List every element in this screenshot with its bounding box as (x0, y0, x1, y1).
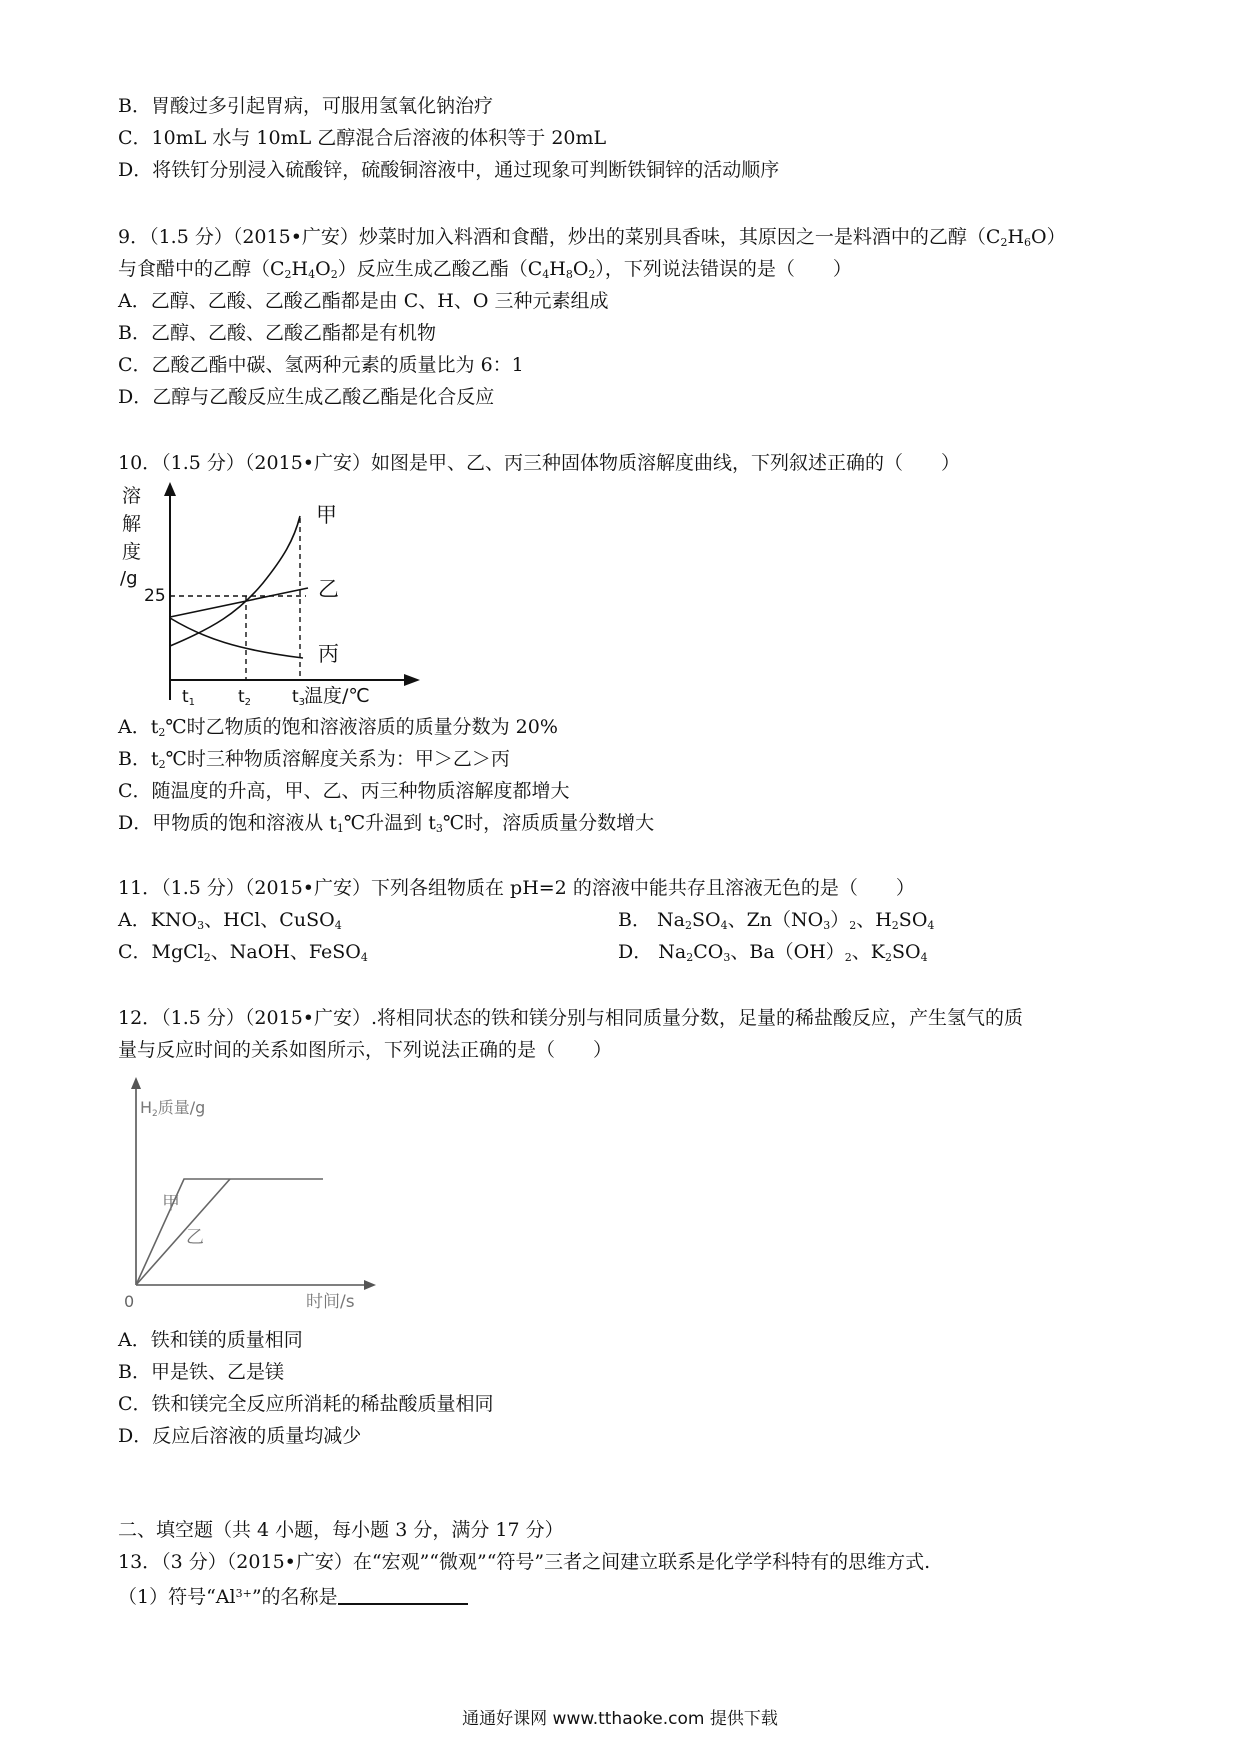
origin-label: 0 (124, 1292, 135, 1311)
q13-stem: 13．（3 分）（2015•广安）在“宏观”“微观”“符号”三者之间建立联系是化学学科特有的思维方式. (118, 1551, 931, 1573)
q11-option-b: B． $Na_2SO_4$、$Zn(NO_3)_2$、$H_2SO_4$ (618, 909, 935, 932)
y-label-3: 度 (122, 541, 142, 563)
q9-option-a: A．乙醇、乙酸、乙酸乙酯都是由 C、H、O 三种元素组成 (118, 290, 609, 312)
q12-stem-line2: 量与反应时间的关系如图所示，下列说法正确的是（ ） (118, 1039, 613, 1061)
y-axis-arrow (131, 1077, 141, 1089)
x-tick-t1: t1 (182, 687, 196, 708)
q12-option-c: C．铁和镁完全反应所消耗的稀盐酸质量相同 (118, 1393, 494, 1415)
y-tick-25: 25 (144, 586, 166, 606)
y-label-1: 溶 (122, 485, 142, 507)
q12-stem-line1: 12．（1.5 分）（2015•广安）.将相同状态的铁和镁分别与相同质量分数，足量的稀盐酸反应，产生氢气的质 (118, 1007, 1024, 1029)
label-jia: 甲 (162, 1193, 180, 1214)
x-label: 时间/s (306, 1292, 355, 1312)
y-label: H2质量/g (140, 1098, 206, 1119)
q11-stem: 11．（1.5 分）（2015•广安）下列各组物质在 pH=2 的溶液中能共存且溶液无色的是（ ） (118, 877, 915, 899)
y-label-4: /g (120, 568, 138, 589)
y-axis-arrow (164, 482, 176, 496)
line-yi (136, 1179, 230, 1285)
q9-option-c: C．乙酸乙酯中碳、氢两种元素的质量比为 6：1 (118, 354, 524, 376)
q8-option-b: B．胃酸过多引起胃病，可服用氢氧化钠治疗 (118, 95, 493, 117)
q12-option-b: B．甲是铁、乙是镁 (118, 1361, 284, 1383)
q9-stem-line1: 9．（1.5 分）（2015•广安）炒菜时加入料酒和食醋，炒出的菜别具香味，其原因之一是料酒中的乙醇$(C_2H_6O)$ (118, 226, 1066, 249)
x-axis-arrow (404, 674, 420, 686)
x-axis-arrow (364, 1280, 376, 1290)
q11-option-d: D． $Na_2CO_3$、$Ba(OH)_2$、$K_2SO_4$ (618, 941, 928, 964)
q12-option-a: A．铁和镁的质量相同 (118, 1329, 303, 1351)
q11-option-c: C．MgCl$_2$、NaOH、FeSO$_4$ (118, 941, 368, 964)
label-bing: 丙 (318, 642, 339, 666)
q10-stem: 10．（1.5 分）（2015•广安）如图是甲、乙、丙三种固体物质溶解度曲线，下列叙述正确的（ ） (118, 452, 960, 474)
q12-option-d: D．反应后溶液的质量均减少 (118, 1425, 362, 1447)
section-title: 二、填空题（共 4 小题，每小题 3 分，满分 17 分） (118, 1519, 564, 1541)
x-tick-t2: t2 (238, 687, 252, 708)
hydrogen-mass-chart (118, 1075, 388, 1320)
label-yi: 乙 (318, 577, 339, 601)
x-label: 温度/℃ (304, 685, 370, 707)
q13-part1: （1）符号“$Al^{3+}$”的名称是 (118, 1582, 468, 1609)
q9-option-d: D．乙醇与乙酸反应生成乙酸乙酯是化合反应 (118, 386, 495, 408)
x-tick-t3: t3 (292, 687, 306, 708)
answer-blank[interactable] (338, 1585, 468, 1605)
curve-yi (170, 588, 308, 617)
q10-option-d: D．甲物质的饱和溶液从 $t_1℃$升温到 $t_3℃$时，溶质质量分数增大 (118, 812, 655, 835)
q8-option-d: D．将铁钉分别浸入硫酸锌，硫酸铜溶液中，通过现象可判断铁铜锌的活动顺序 (118, 159, 780, 181)
q10-option-b: B．$t_2℃$时三种物质溶解度关系为：甲＞乙＞丙 (118, 748, 510, 771)
label-yi: 乙 (186, 1227, 204, 1248)
curve-jia (170, 516, 300, 646)
y-label-2: 解 (122, 513, 142, 535)
q9-option-b: B．乙醇、乙酸、乙酸乙酯都是有机物 (118, 322, 436, 344)
label-jia: 甲 (316, 503, 337, 527)
q8-option-c: C．10mL 水与 10mL 乙醇混合后溶液的体积等于 20mL (118, 127, 607, 149)
q11-option-a: A．$KNO_3$、HCl、CuSO$_4$ (118, 909, 342, 932)
q9-stem-line2: 与食醋中的乙醇$(C_2H_4O_2)$反应生成乙酸乙酯$(C_4H_8O_2)$，下列说法错误的是（ ） (118, 258, 852, 281)
q10-option-c: C．随温度的升高，甲、乙、丙三种物质溶解度都增大 (118, 780, 570, 802)
solubility-chart (118, 478, 428, 710)
q10-option-a: A．$t_2℃$时乙物质的饱和溶液溶质的质量分数为 20% (118, 716, 558, 739)
page-footer: 通通好课网 www.tthaoke.com 提供下载 (462, 1709, 778, 1729)
